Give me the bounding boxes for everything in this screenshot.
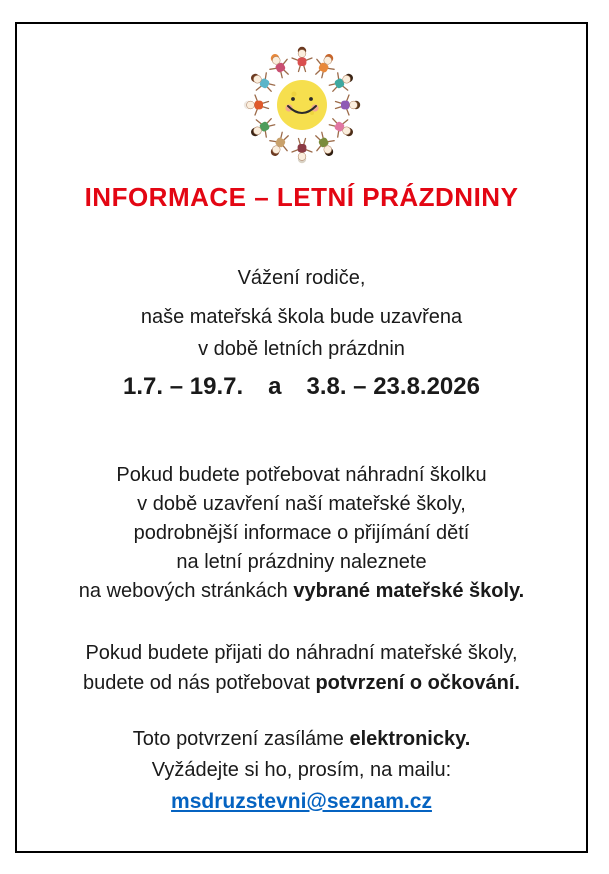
substitute-line-5 bbox=[17, 577, 586, 606]
substitute-line-3: podrobnější informace o přijímání dětí bbox=[133, 522, 470, 544]
substitute-line-5-bold: vybrané mateřské školy. bbox=[293, 580, 525, 602]
vaccination-line-2-bold: potvrzení o očkování. bbox=[315, 672, 520, 694]
date-conjunction: a bbox=[268, 373, 282, 400]
date-range-2: 3.8. – 23.8.2026 bbox=[306, 373, 480, 400]
closure-dates bbox=[17, 373, 586, 401]
email-row bbox=[17, 790, 586, 814]
substitute-line-5-text: na webových stránkách bbox=[78, 580, 294, 602]
contact-line-2: Vyžádejte si ho, prosím, na mailu: bbox=[151, 759, 452, 781]
substitute-line-1: Pokud budete potřebovat náhradní školku bbox=[116, 464, 487, 486]
closure-line-1: naše mateřská škola bude uzavřena bbox=[140, 306, 463, 328]
notice-border bbox=[15, 22, 588, 853]
substitute-line-2: v době uzavření naší mateřské školy, bbox=[137, 493, 466, 515]
date-range-1: 1.7. – 19.7. bbox=[123, 373, 244, 400]
contact-line-1-bold: elektronicky. bbox=[349, 728, 471, 750]
contact-line-1-text: Toto potvrzení zasíláme bbox=[132, 728, 350, 750]
vaccination-paragraph bbox=[17, 638, 586, 698]
page-title: INFORMACE – LETNÍ PRÁZDNINY bbox=[84, 182, 519, 212]
sun-children-illustration bbox=[17, 42, 586, 172]
email-link[interactable]: msdruzstevni@seznam.cz bbox=[171, 790, 432, 813]
substitute-line-4: na letní prázdniny naleznete bbox=[176, 551, 427, 573]
contact-line-1 bbox=[17, 728, 586, 751]
salutation-text: Vážení rodiče, bbox=[237, 267, 366, 289]
substitute-info-paragraph bbox=[17, 461, 586, 606]
closure-line-2: v době letních prázdnin bbox=[198, 338, 405, 360]
vaccination-line-2 bbox=[17, 668, 586, 698]
vaccination-line-1: Pokud budete přijati do náhradní mateřské školy, bbox=[85, 642, 518, 664]
vaccination-line-2-text: budete od nás potřebovat bbox=[83, 672, 316, 694]
